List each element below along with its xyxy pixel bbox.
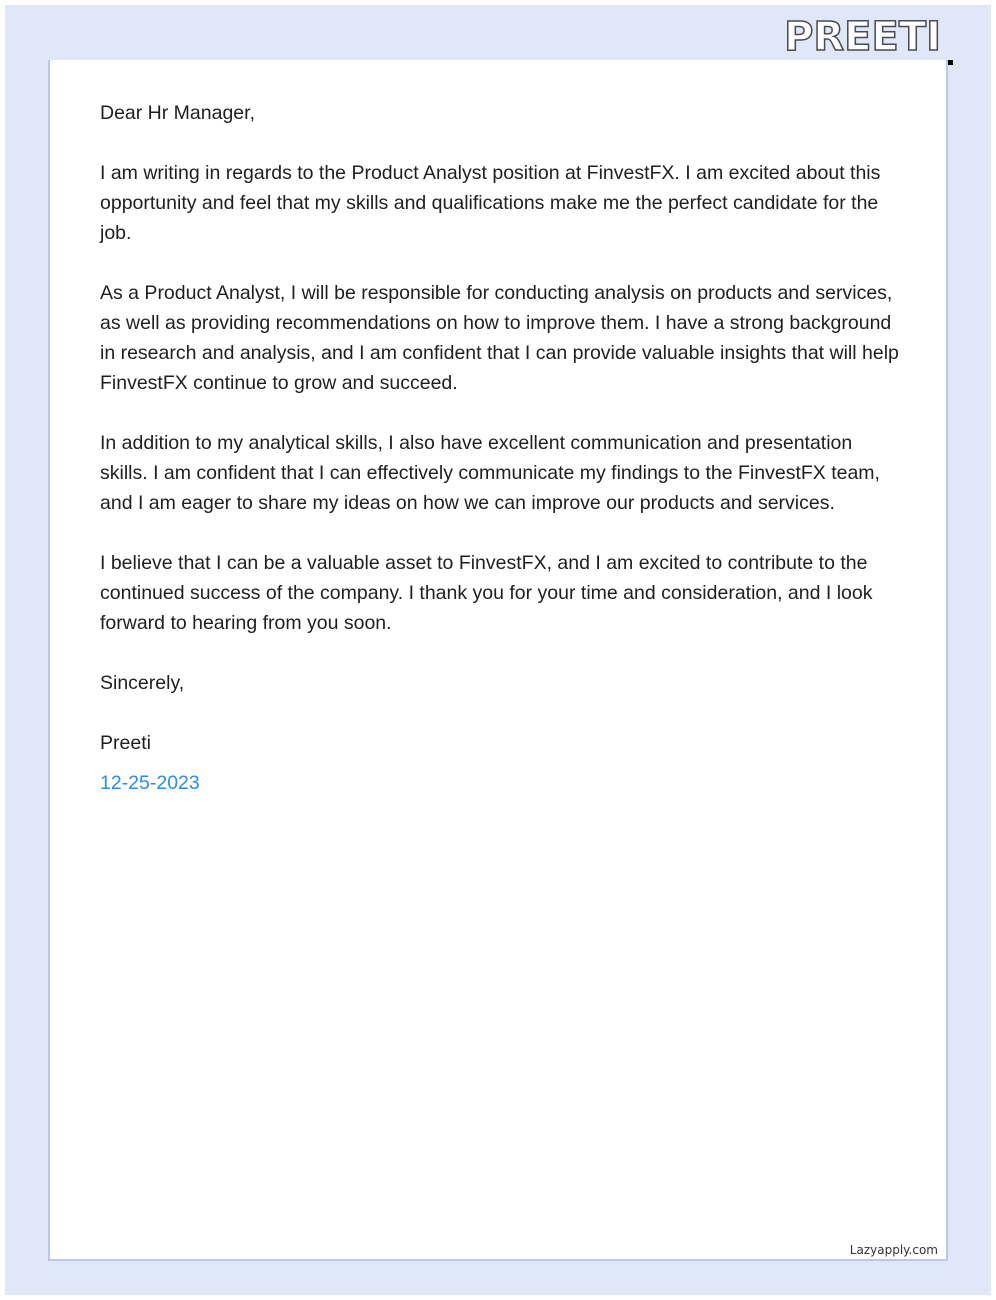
paragraph-4: I believe that I can be a valuable asset to FinvestFX, and I am excited to contribute to the continued success of the company. I thank you for your time and consideration, and I look forward to hearing from you soon. [100, 552, 873, 634]
paragraph-2: As a Product Analyst, I will be responsible for conducting analysis on products and services, as well as providing recommendations on how to improve them. I have a strong background in research and analysis, and I am confident that I can provide valuable insights that will help FinvestFX continue to grow and succeed. [100, 282, 899, 394]
paragraph-1: I am writing in regards to the Product Analyst position at FinvestFX. I am excited about this opportunity and feel that my skills and qualifications make me the perfect candidate for the job. [100, 162, 881, 244]
salutation: Dear Hr Manager, [100, 102, 255, 124]
cover-letter-body [100, 98, 900, 798]
letter-page [48, 60, 948, 1261]
letter-date: 12-25-2023 [100, 772, 200, 794]
closing: Sincerely, [100, 672, 185, 694]
signature: Preeti [100, 732, 151, 754]
applicant-name-header: PREETI [784, 14, 941, 60]
paragraph-3: In addition to my analytical skills, I also have excellent communication and presentation skills. I am confident that I can effectively communicate my findings to the FinvestFX team, and I am eager to share my ideas on how we can improve our products and services. [100, 432, 880, 514]
footer-brand: Lazyapply.com [849, 1243, 938, 1257]
